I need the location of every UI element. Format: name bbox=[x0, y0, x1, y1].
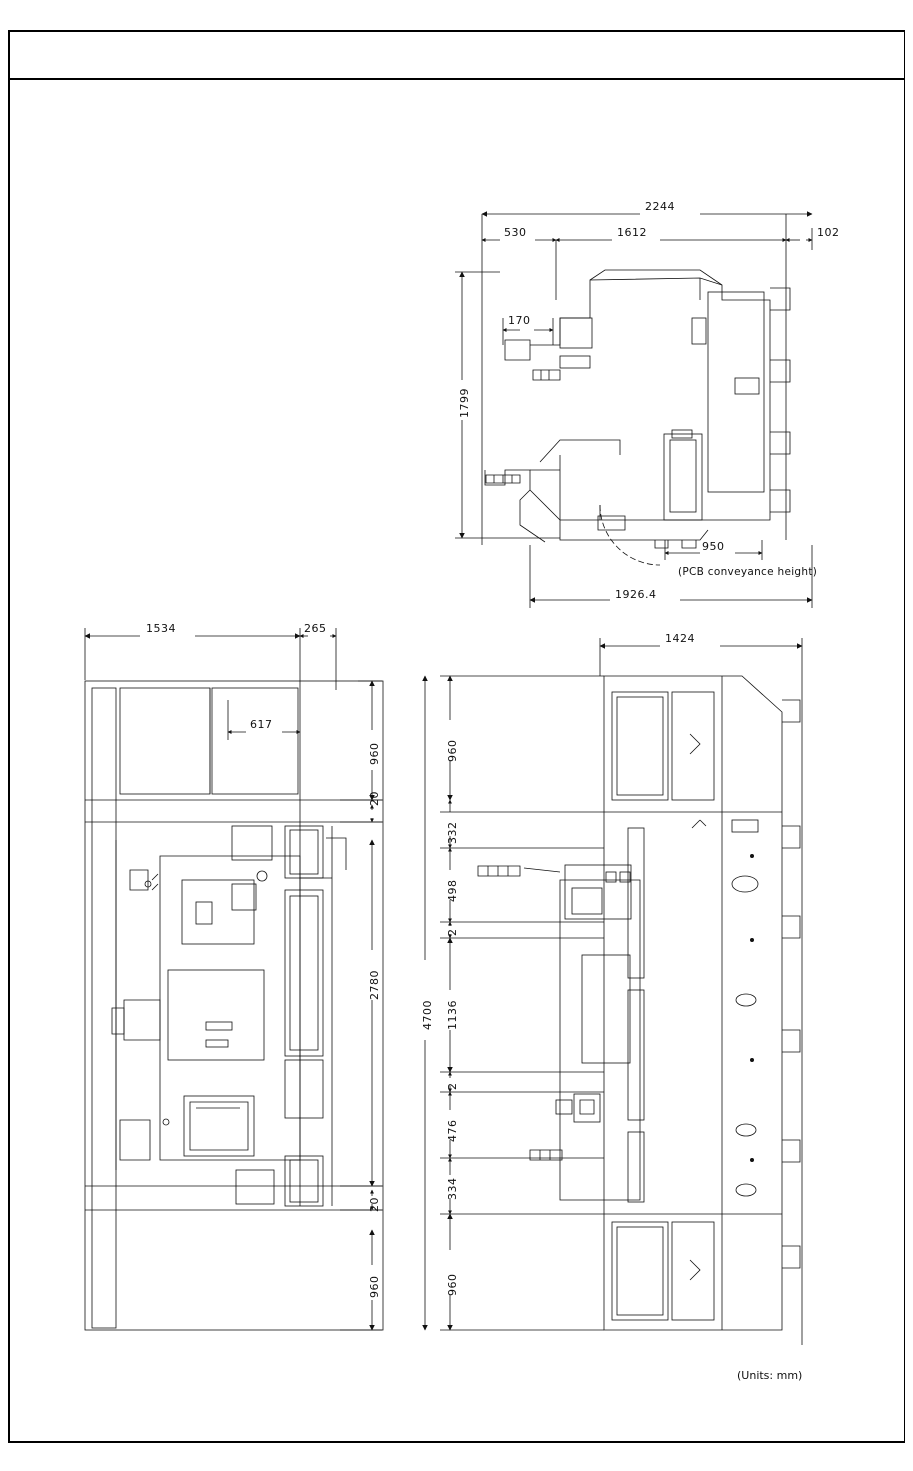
side-view-group bbox=[455, 214, 812, 608]
front-view-group bbox=[85, 628, 383, 1330]
dim-front-gap-top: 20 bbox=[368, 791, 381, 806]
dim-front-top-height: 960 bbox=[368, 742, 381, 765]
dim-plan-seg-2: 332 bbox=[446, 821, 459, 844]
dim-side-overall-width: 2244 bbox=[645, 200, 675, 213]
dim-plan-seg-5: 1136 bbox=[446, 1000, 459, 1030]
dim-front-width-right: 265 bbox=[304, 622, 327, 635]
dim-plan-seg-1: 960 bbox=[446, 739, 459, 762]
plan-view-group bbox=[425, 638, 802, 1345]
dim-front-middle-height: 2780 bbox=[368, 970, 381, 1000]
dim-front-inner-width: 617 bbox=[250, 718, 273, 731]
dim-side-lower-width: 1926.4 bbox=[615, 588, 657, 601]
dim-side-small-top: 170 bbox=[508, 314, 531, 327]
dim-side-conveyance-height: 950 bbox=[702, 540, 725, 553]
dim-plan-seg-3: 498 bbox=[446, 879, 459, 902]
dim-side-left-segment: 530 bbox=[504, 226, 527, 239]
dim-plan-total-length: 4700 bbox=[421, 1000, 434, 1030]
dim-side-right-segment: 102 bbox=[817, 226, 840, 239]
dim-front-gap-bottom: 20 bbox=[368, 1197, 381, 1212]
dim-plan-seg-8: 334 bbox=[446, 1177, 459, 1200]
dim-plan-width: 1424 bbox=[665, 632, 695, 645]
dim-side-overall-height: 1799 bbox=[458, 388, 471, 418]
units-note: (Units: mm) bbox=[737, 1369, 803, 1382]
dim-plan-seg-7: 476 bbox=[446, 1119, 459, 1142]
note-pcb-conveyance-height: (PCB conveyance height) bbox=[678, 566, 818, 578]
dim-front-width-left: 1534 bbox=[146, 622, 176, 635]
dim-plan-seg-9: 960 bbox=[446, 1273, 459, 1296]
dim-plan-seg-6: 2 bbox=[446, 1082, 459, 1090]
dim-side-middle-segment: 1612 bbox=[617, 226, 647, 239]
dim-plan-seg-4: 2 bbox=[446, 928, 459, 936]
dim-front-bottom-height: 960 bbox=[368, 1275, 381, 1298]
